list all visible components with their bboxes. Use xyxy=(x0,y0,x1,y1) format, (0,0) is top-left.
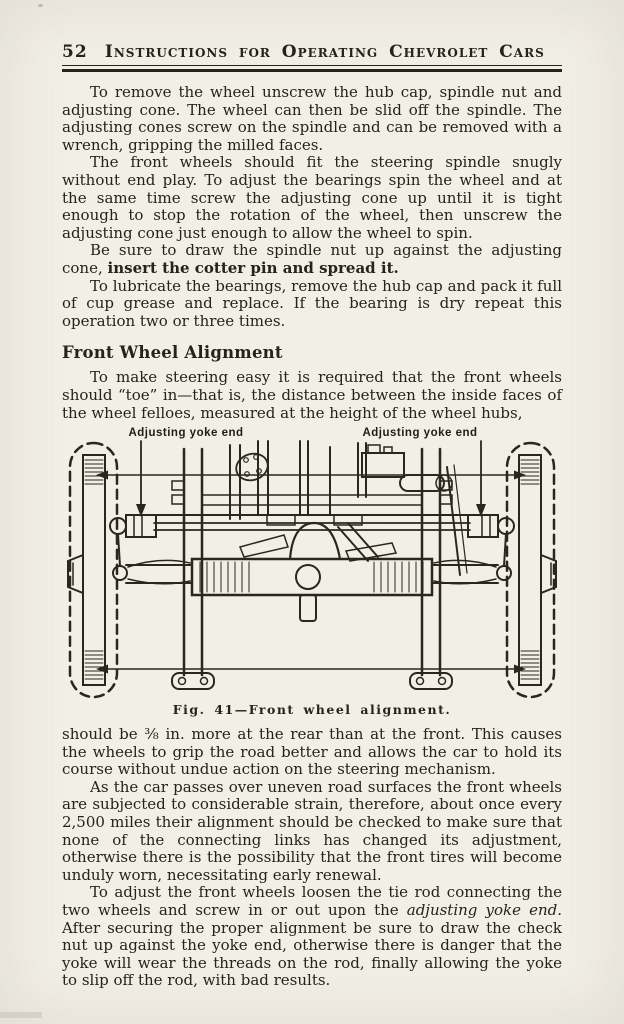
figure-front-wheel-alignment xyxy=(62,427,562,717)
paragraph-remove-wheel: To remove the wheel unscrew the hub cap, spindle nut and adjusting cone. The wheel can then be slid off the spindle. The adjusting cones screw on the spindle and can be removed with a wrench, gripping the milled faces. xyxy=(62,83,562,154)
paragraph-lubricate: To lubricate the bearings, remove the hub cap and pack it full of cup grease and replace. If the bearing is dry repeat this operation two or three times. xyxy=(62,276,562,330)
paragraph-spindle-nut-text: Be sure to draw the spindle nut up against the adjusting cone, xyxy=(62,241,562,277)
running-head xyxy=(62,42,562,65)
yoke-end-right xyxy=(434,515,514,584)
steering-gear-details xyxy=(157,441,467,575)
paragraph-adjust-wheels-after: After securing the proper alignment be sure to draw the check nut up against the yoke end, otherwise there is danger that the yoke will wear the threads on the rod, finally allowing the yoke to slip off the rod, with bad results. xyxy=(62,918,562,990)
figure-caption: Fig. 41—Front wheel alignment. xyxy=(172,702,452,718)
paragraph-toe-in: To make steering easy it is required that the front wheels should “toe” in—that is, the distance between the inside faces of the wheel felloes, measured at the height of the wheel hubs, xyxy=(62,368,562,422)
header-rule xyxy=(62,65,562,72)
front-axle-drawing xyxy=(62,427,562,699)
axle-beam xyxy=(113,559,511,621)
rim-left xyxy=(83,455,105,685)
page-number: 52 xyxy=(62,42,88,62)
paragraph-adjust-wheels xyxy=(62,884,562,990)
paragraph-alignment-check: As the car passes over uneven road surfaces the front wheels are subjected to considerable strain, therefore, about once every 2,500 miles their alignment should be checked to make sure that none of the connecting links has changed its adjustment, otherwise there is the possibility that the front tires will become unduly worn, necessitating early renewal. xyxy=(62,777,562,884)
paragraph-spindle-nut-bold: insert the cotter pin and spread it. xyxy=(107,258,399,277)
paragraph-fit-spindle: The front wheels should fit the steering spindle snugly without end play. To adjust the bearings spin the wheel and at the same time screw the adjusting cone up until it is tight enough to stop the rotation of the wheel, then unscrew the adjusting cone just enough to allow the wheel to spin. xyxy=(62,153,562,242)
rim-right xyxy=(519,455,541,685)
paragraph-toe-in-continued: should be ⅜ in. more at the rear than at the front. This causes the wheels to grip the road better and allows the car to hold its course without undue action on the steering mechanism. xyxy=(62,725,562,779)
paragraph-adjust-wheels-text: To adjust the front wheels loosen the tie rod connecting the two wheels and screw in or out upon the xyxy=(62,883,562,920)
figure-label-right: Adjusting yoke end xyxy=(362,427,478,440)
running-title: Instructions for Operating Chevrolet Cars xyxy=(104,42,545,62)
page-content xyxy=(62,42,562,990)
label-pointer-arrow-left xyxy=(136,441,146,517)
figure-label-left: Adjusting yoke end xyxy=(128,427,244,440)
yoke-end-left xyxy=(110,515,190,584)
paragraph-adjust-wheels-italic: adjusting yoke end. xyxy=(406,901,562,920)
label-pointer-arrow-right xyxy=(476,441,486,517)
scan-smudge xyxy=(0,1012,42,1018)
measurement-arrow-top xyxy=(96,471,526,480)
hub-cap-left xyxy=(68,555,83,593)
section-heading: Front Wheel Alignment xyxy=(62,343,283,363)
measurement-arrow-bottom xyxy=(96,665,526,674)
center-dome xyxy=(240,523,396,561)
paragraph-spindle-nut xyxy=(62,242,562,277)
scan-speck xyxy=(38,4,43,7)
